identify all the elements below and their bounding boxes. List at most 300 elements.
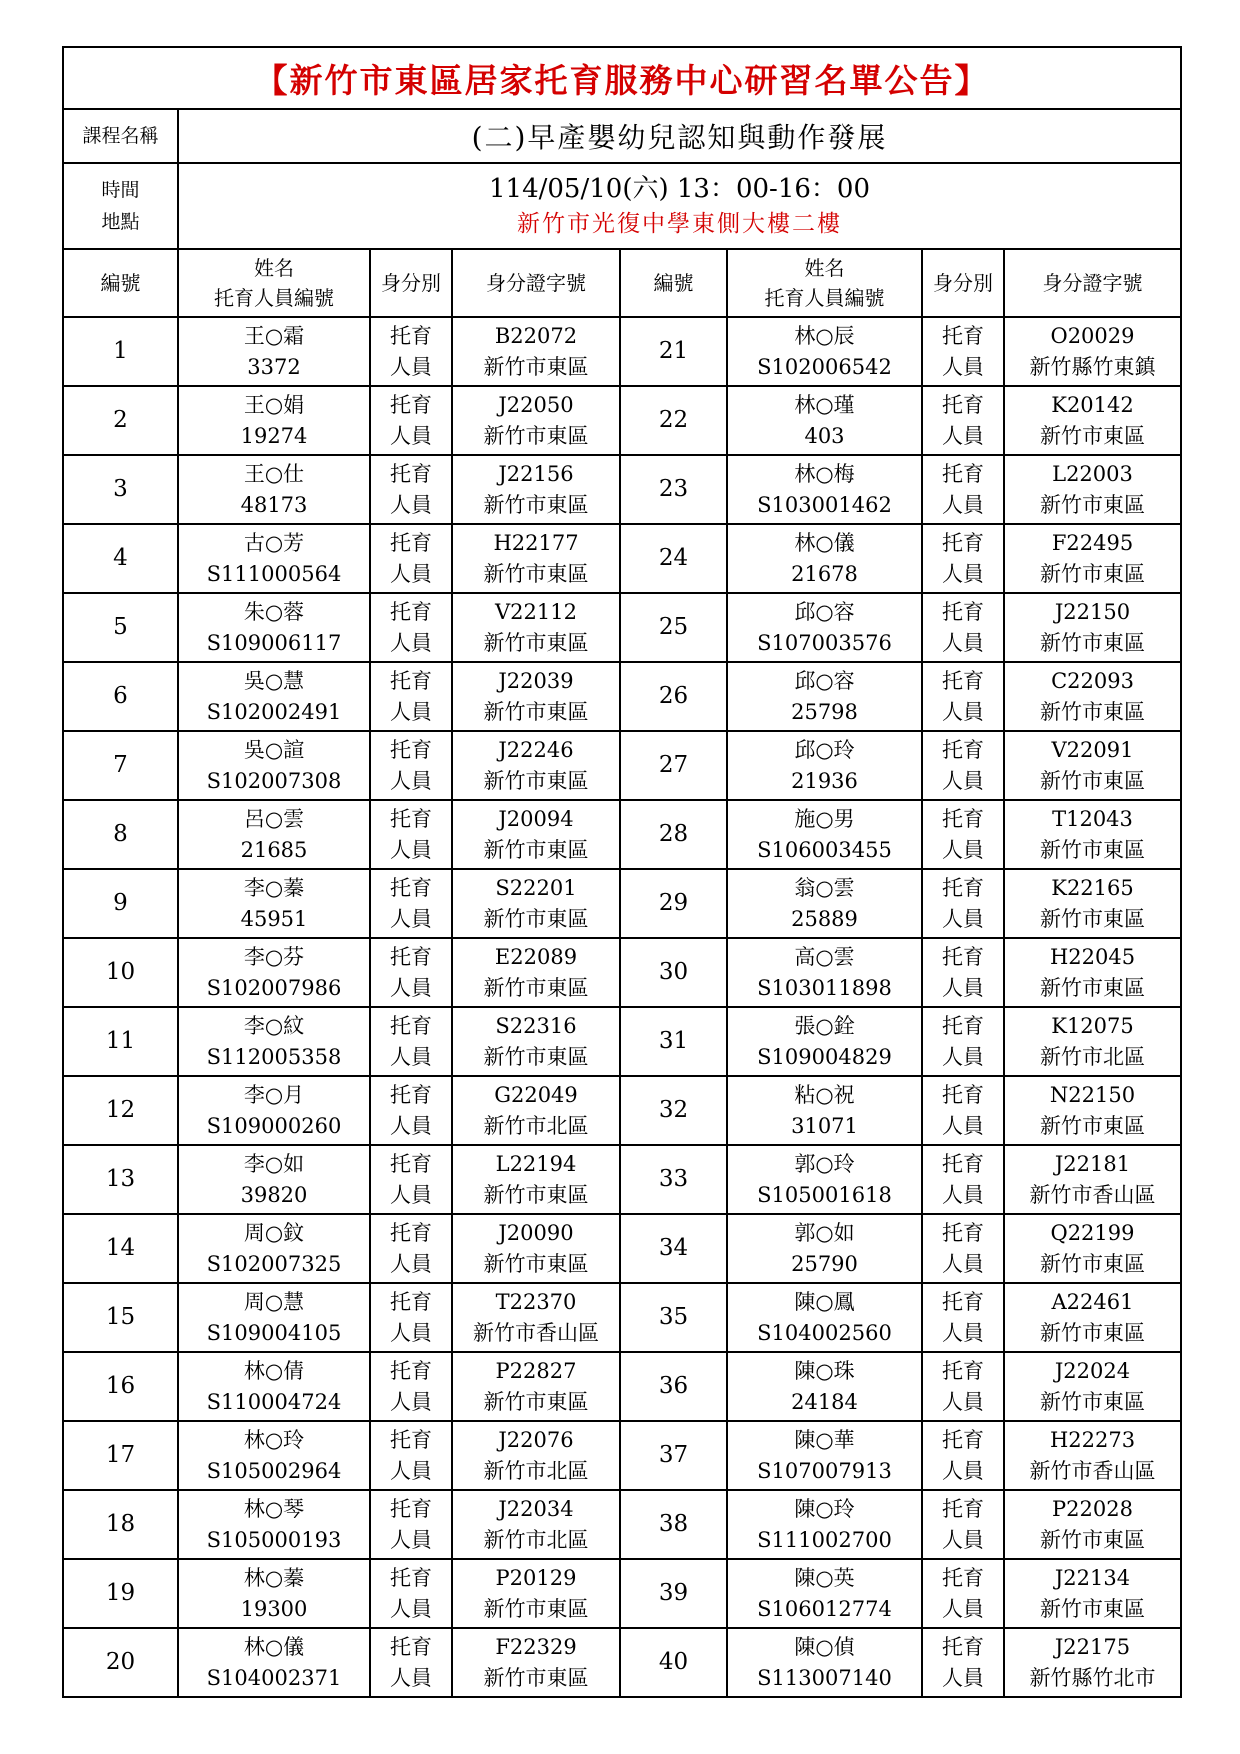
role-cell xyxy=(370,524,452,593)
name-cell xyxy=(178,593,370,662)
role-line1: 托育 xyxy=(942,1289,984,1314)
person-name: 邱○容 xyxy=(794,668,855,693)
id-number: S22316 xyxy=(495,1013,577,1038)
role-cell xyxy=(922,1076,1004,1145)
role-line1: 托育 xyxy=(390,1082,432,1107)
id-number: J20090 xyxy=(498,1220,574,1245)
id-cell xyxy=(1004,1421,1181,1490)
role-line2: 人員 xyxy=(390,1458,432,1483)
person-name: 王○仕 xyxy=(243,461,305,486)
id-number: J22150 xyxy=(1054,599,1131,624)
name-cell xyxy=(727,1076,922,1145)
id-cell xyxy=(1004,731,1181,800)
role-cell xyxy=(922,317,1004,386)
row-number: 24 xyxy=(620,524,727,593)
id-cell xyxy=(1004,662,1181,731)
caregiver-code: S102006542 xyxy=(757,354,892,379)
person-name: 王○霜 xyxy=(243,323,305,348)
row-number: 35 xyxy=(620,1283,727,1352)
caregiver-code: 403 xyxy=(804,423,845,448)
caregiver-code: 19274 xyxy=(240,423,308,448)
id-number: J22134 xyxy=(1054,1565,1131,1590)
person-name: 古○芳 xyxy=(243,530,305,555)
event-datetime: 114/05/10(六) 13：00-16：00 xyxy=(489,174,870,204)
row-number: 21 xyxy=(620,317,727,386)
id-number: V22091 xyxy=(1051,737,1134,762)
id-number: F22329 xyxy=(495,1634,577,1659)
role-line1: 托育 xyxy=(942,944,984,969)
role-line2: 人員 xyxy=(942,1251,984,1276)
table-row xyxy=(63,1283,1181,1352)
caregiver-code: 3372 xyxy=(247,354,301,379)
id-cell xyxy=(452,1145,620,1214)
role-line1: 托育 xyxy=(942,392,984,417)
id-area: 新竹市東區 xyxy=(1040,630,1145,655)
role-line2: 人員 xyxy=(942,1044,984,1069)
id-number: E22089 xyxy=(494,944,578,969)
row-number: 19 xyxy=(63,1559,178,1628)
caregiver-code: S106003455 xyxy=(757,837,892,862)
role-line1: 托育 xyxy=(942,668,984,693)
role-line2: 人員 xyxy=(942,423,984,448)
id-cell xyxy=(1004,1007,1181,1076)
caregiver-code: 21936 xyxy=(791,768,858,793)
id-number: B22072 xyxy=(494,323,578,348)
id-cell xyxy=(452,386,620,455)
row-number: 1 xyxy=(63,317,178,386)
row-number: 30 xyxy=(620,938,727,1007)
id-cell xyxy=(452,1352,620,1421)
id-area: 新竹市東區 xyxy=(483,1665,589,1690)
id-number: J22181 xyxy=(1054,1151,1131,1176)
name-cell xyxy=(727,662,922,731)
id-area: 新竹市東區 xyxy=(483,1389,589,1414)
id-area: 新竹市北區 xyxy=(483,1527,589,1552)
id-cell xyxy=(1004,1559,1181,1628)
id-cell xyxy=(1004,317,1181,386)
place-label: 地點 xyxy=(101,211,140,233)
role-cell xyxy=(370,731,452,800)
person-name: 郭○玲 xyxy=(794,1151,855,1176)
id-number: J22156 xyxy=(498,461,574,486)
row-number: 36 xyxy=(620,1352,727,1421)
person-name: 林○倩 xyxy=(243,1358,305,1383)
table-row xyxy=(63,1559,1181,1628)
role-line1: 托育 xyxy=(942,530,984,555)
name-cell xyxy=(727,593,922,662)
caregiver-code: 25798 xyxy=(791,699,858,724)
id-number: K22165 xyxy=(1051,875,1134,900)
table-row xyxy=(63,1490,1181,1559)
role-line2: 人員 xyxy=(942,1182,984,1207)
caregiver-code: S104002560 xyxy=(757,1320,892,1345)
role-line2: 人員 xyxy=(390,630,432,655)
role-cell xyxy=(922,1421,1004,1490)
role-line1: 托育 xyxy=(390,530,432,555)
caregiver-code: 21685 xyxy=(240,837,308,862)
caregiver-code: S113007140 xyxy=(757,1665,892,1690)
row-number: 27 xyxy=(620,731,727,800)
person-name: 郭○如 xyxy=(794,1220,855,1245)
header-num: 編號 xyxy=(620,249,727,317)
id-cell xyxy=(1004,593,1181,662)
role-cell xyxy=(370,1283,452,1352)
id-number: T22370 xyxy=(495,1289,577,1314)
person-name: 陳○偵 xyxy=(794,1634,855,1659)
id-area: 新竹市北區 xyxy=(1040,1044,1145,1069)
table-row xyxy=(63,593,1181,662)
id-area: 新竹縣竹東鎮 xyxy=(1029,354,1156,379)
role-line1: 托育 xyxy=(942,1013,984,1038)
person-name: 邱○容 xyxy=(794,599,855,624)
row-number: 37 xyxy=(620,1421,727,1490)
role-line1: 托育 xyxy=(390,737,432,762)
row-number: 31 xyxy=(620,1007,727,1076)
name-cell xyxy=(178,1628,370,1697)
name-cell xyxy=(178,869,370,938)
role-cell xyxy=(370,1490,452,1559)
id-cell xyxy=(1004,1490,1181,1559)
role-cell xyxy=(922,386,1004,455)
id-area: 新竹市東區 xyxy=(1040,1389,1145,1414)
role-line2: 人員 xyxy=(390,699,432,724)
id-cell xyxy=(452,662,620,731)
person-name: 高○雲 xyxy=(794,944,855,969)
id-number: O20029 xyxy=(1050,323,1135,348)
role-line1: 托育 xyxy=(942,323,984,348)
id-cell xyxy=(1004,800,1181,869)
person-name: 林○琴 xyxy=(243,1496,305,1521)
header-name xyxy=(178,249,370,317)
role-line2: 人員 xyxy=(390,1665,432,1690)
caregiver-code: 25889 xyxy=(791,906,858,931)
row-number: 2 xyxy=(63,386,178,455)
person-name: 陳○珠 xyxy=(794,1358,855,1383)
role-cell xyxy=(370,593,452,662)
id-number: J22246 xyxy=(498,737,574,762)
role-cell xyxy=(922,800,1004,869)
row-number: 38 xyxy=(620,1490,727,1559)
role-line2: 人員 xyxy=(942,837,984,862)
id-area: 新竹市東區 xyxy=(483,492,589,517)
id-area: 新竹市東區 xyxy=(1040,699,1145,724)
id-cell xyxy=(1004,524,1181,593)
role-line2: 人員 xyxy=(390,423,432,448)
role-line2: 人員 xyxy=(942,906,984,931)
caregiver-code: S109006117 xyxy=(206,630,342,655)
role-cell xyxy=(922,938,1004,1007)
role-line2: 人員 xyxy=(390,975,432,1000)
person-name: 王○娟 xyxy=(243,392,305,417)
id-cell xyxy=(1004,1076,1181,1145)
event-place: 新竹市光復中學東側大樓二樓 xyxy=(517,211,842,237)
name-cell xyxy=(727,731,922,800)
name-cell xyxy=(727,1145,922,1214)
table-row xyxy=(63,1076,1181,1145)
role-line2: 人員 xyxy=(390,1044,432,1069)
table-row xyxy=(63,662,1181,731)
person-name: 林○儀 xyxy=(794,530,855,555)
role-line1: 托育 xyxy=(390,1427,432,1452)
role-line2: 人員 xyxy=(942,561,984,586)
id-number: J22076 xyxy=(498,1427,574,1452)
role-cell xyxy=(370,938,452,1007)
role-cell xyxy=(370,317,452,386)
person-name: 陳○華 xyxy=(794,1427,855,1452)
row-number: 34 xyxy=(620,1214,727,1283)
name-cell xyxy=(727,800,922,869)
name-cell xyxy=(178,1007,370,1076)
id-cell xyxy=(452,1559,620,1628)
id-area: 新竹市東區 xyxy=(1040,492,1145,517)
row-number: 22 xyxy=(620,386,727,455)
table-row xyxy=(63,317,1181,386)
id-number: H22045 xyxy=(1049,944,1136,969)
role-line1: 托育 xyxy=(390,668,432,693)
person-name: 邱○玲 xyxy=(794,737,855,762)
caregiver-code: 25790 xyxy=(791,1251,858,1276)
caregiver-code: 45951 xyxy=(240,906,308,931)
id-number: K20142 xyxy=(1051,392,1134,417)
role-cell xyxy=(370,386,452,455)
id-area: 新竹市東區 xyxy=(483,423,589,448)
table-row xyxy=(63,1214,1181,1283)
id-number: Q22199 xyxy=(1050,1220,1135,1245)
name-cell xyxy=(178,1559,370,1628)
caregiver-code: S109004829 xyxy=(757,1044,892,1069)
person-name: 翁○雲 xyxy=(794,875,855,900)
id-area: 新竹市東區 xyxy=(1040,768,1145,793)
id-cell xyxy=(1004,938,1181,1007)
role-cell xyxy=(922,1628,1004,1697)
caregiver-code: 48173 xyxy=(240,492,308,517)
row-number: 33 xyxy=(620,1145,727,1214)
role-line2: 人員 xyxy=(390,354,432,379)
row-number: 26 xyxy=(620,662,727,731)
id-number: L22003 xyxy=(1052,461,1133,486)
id-number: P22827 xyxy=(495,1358,577,1383)
caregiver-code: 21678 xyxy=(791,561,858,586)
role-line2: 人員 xyxy=(390,1113,432,1138)
role-line2: 人員 xyxy=(390,1527,432,1552)
role-cell xyxy=(922,1283,1004,1352)
id-area: 新竹市香山區 xyxy=(1029,1182,1156,1207)
row-number: 40 xyxy=(620,1628,727,1697)
roster-table xyxy=(62,46,1182,1698)
time-place-label xyxy=(63,163,178,249)
role-line2: 人員 xyxy=(942,699,984,724)
role-line1: 托育 xyxy=(390,1289,432,1314)
role-cell xyxy=(922,731,1004,800)
id-number: J22034 xyxy=(498,1496,574,1521)
row-number: 6 xyxy=(63,662,178,731)
role-line1: 托育 xyxy=(390,1496,432,1521)
header-role: 身分別 xyxy=(922,249,1004,317)
row-number: 14 xyxy=(63,1214,178,1283)
id-area: 新竹市東區 xyxy=(1040,1596,1145,1621)
header-name-line1: 姓名 xyxy=(804,256,845,280)
id-number: K12075 xyxy=(1051,1013,1134,1038)
name-cell xyxy=(178,1214,370,1283)
name-cell xyxy=(178,317,370,386)
name-cell xyxy=(727,317,922,386)
name-cell xyxy=(727,1007,922,1076)
id-area: 新竹市東區 xyxy=(483,630,589,655)
person-name: 林○蓁 xyxy=(243,1565,305,1590)
role-line2: 人員 xyxy=(942,1665,984,1690)
id-cell xyxy=(1004,869,1181,938)
id-area: 新竹縣竹北市 xyxy=(1029,1665,1156,1690)
role-line2: 人員 xyxy=(942,354,984,379)
caregiver-code: 31071 xyxy=(791,1113,858,1138)
person-name: 林○瑾 xyxy=(794,392,855,417)
time-label: 時間 xyxy=(101,179,140,201)
id-area: 新竹市北區 xyxy=(483,1113,589,1138)
name-cell xyxy=(178,1490,370,1559)
id-area: 新竹市香山區 xyxy=(1029,1458,1156,1483)
name-cell xyxy=(727,1283,922,1352)
id-number: H22273 xyxy=(1049,1427,1136,1452)
id-area: 新竹市東區 xyxy=(483,1182,589,1207)
header-num: 編號 xyxy=(63,249,178,317)
role-line2: 人員 xyxy=(390,561,432,586)
id-cell xyxy=(1004,1283,1181,1352)
caregiver-code: S102002491 xyxy=(206,699,342,724)
caregiver-code: S103001462 xyxy=(757,492,892,517)
id-number: H22177 xyxy=(493,530,579,555)
role-line2: 人員 xyxy=(390,837,432,862)
role-cell xyxy=(370,455,452,524)
id-cell xyxy=(1004,1214,1181,1283)
id-number: A22461 xyxy=(1051,1289,1134,1314)
role-line2: 人員 xyxy=(942,1527,984,1552)
role-line1: 托育 xyxy=(390,1151,432,1176)
role-cell xyxy=(922,455,1004,524)
id-number: J22175 xyxy=(1054,1634,1131,1659)
id-number: F22495 xyxy=(1051,530,1134,555)
id-number: P22028 xyxy=(1052,1496,1133,1521)
role-cell xyxy=(922,1145,1004,1214)
row-number: 13 xyxy=(63,1145,178,1214)
header-idno: 身分證字號 xyxy=(1004,249,1181,317)
id-area: 新竹市東區 xyxy=(1040,1113,1145,1138)
role-line1: 托育 xyxy=(390,323,432,348)
id-area: 新竹市東區 xyxy=(1040,423,1145,448)
id-cell xyxy=(452,731,620,800)
name-cell xyxy=(178,1076,370,1145)
name-cell xyxy=(727,1421,922,1490)
name-cell xyxy=(727,524,922,593)
name-cell xyxy=(178,938,370,1007)
table-row xyxy=(63,386,1181,455)
id-number: J22024 xyxy=(1054,1358,1131,1383)
id-cell xyxy=(1004,1628,1181,1697)
name-cell xyxy=(178,1145,370,1214)
role-line2: 人員 xyxy=(390,1182,432,1207)
name-cell xyxy=(727,1559,922,1628)
id-area: 新竹市東區 xyxy=(483,837,589,862)
name-cell xyxy=(727,1628,922,1697)
role-line1: 托育 xyxy=(942,1634,984,1659)
course-label: 課程名稱 xyxy=(63,109,178,163)
person-name: 吳○慧 xyxy=(243,668,305,693)
role-line1: 托育 xyxy=(942,1082,984,1107)
caregiver-code: S111000564 xyxy=(206,561,342,586)
caregiver-code: S106012774 xyxy=(757,1596,892,1621)
caregiver-code: S107003576 xyxy=(757,630,892,655)
person-name: 陳○英 xyxy=(794,1565,855,1590)
time-place-value xyxy=(178,163,1181,249)
row-number: 5 xyxy=(63,593,178,662)
person-name: 張○銓 xyxy=(794,1013,855,1038)
id-area: 新竹市東區 xyxy=(483,975,589,1000)
name-cell xyxy=(727,455,922,524)
id-number: J22039 xyxy=(498,668,574,693)
role-cell xyxy=(922,1490,1004,1559)
row-number: 39 xyxy=(620,1559,727,1628)
row-number: 29 xyxy=(620,869,727,938)
caregiver-code: 24184 xyxy=(791,1389,858,1414)
role-cell xyxy=(370,1628,452,1697)
caregiver-code: S102007986 xyxy=(206,975,342,1000)
id-number: J22050 xyxy=(498,392,574,417)
id-area: 新竹市東區 xyxy=(483,906,589,931)
caregiver-code: S105000193 xyxy=(206,1527,342,1552)
id-area: 新竹市東區 xyxy=(1040,975,1145,1000)
header-name-line1: 姓名 xyxy=(254,256,294,280)
caregiver-code: 39820 xyxy=(240,1182,308,1207)
role-line1: 托育 xyxy=(390,1565,432,1590)
role-cell xyxy=(370,1214,452,1283)
role-line2: 人員 xyxy=(942,1596,984,1621)
row-number: 16 xyxy=(63,1352,178,1421)
id-number: G22049 xyxy=(494,1082,578,1107)
role-line1: 托育 xyxy=(390,944,432,969)
role-line1: 托育 xyxy=(942,806,984,831)
person-name: 林○梅 xyxy=(794,461,855,486)
role-cell xyxy=(922,1352,1004,1421)
id-cell xyxy=(452,938,620,1007)
row-number: 3 xyxy=(63,455,178,524)
course-name: (二)早產嬰幼兒認知與動作發展 xyxy=(178,109,1181,163)
caregiver-code: S110004724 xyxy=(206,1389,342,1414)
role-cell xyxy=(922,1559,1004,1628)
id-area: 新竹市東區 xyxy=(1040,837,1145,862)
role-line2: 人員 xyxy=(942,975,984,1000)
row-number: 8 xyxy=(63,800,178,869)
name-cell xyxy=(178,1352,370,1421)
name-cell xyxy=(727,1214,922,1283)
id-area: 新竹市東區 xyxy=(483,1251,589,1276)
table-row xyxy=(63,1421,1181,1490)
name-cell xyxy=(178,662,370,731)
caregiver-code: S105001618 xyxy=(757,1182,892,1207)
page-title: 【新竹市東區居家托育服務中心研習名單公告】 xyxy=(63,47,1181,109)
id-cell xyxy=(452,1283,620,1352)
role-line2: 人員 xyxy=(942,1320,984,1345)
role-line1: 托育 xyxy=(390,599,432,624)
role-line2: 人員 xyxy=(390,1389,432,1414)
person-name: 李○月 xyxy=(243,1082,305,1107)
caregiver-code: S103011898 xyxy=(757,975,892,1000)
header-role: 身分別 xyxy=(370,249,452,317)
id-cell xyxy=(1004,1352,1181,1421)
id-number: N22150 xyxy=(1049,1082,1136,1107)
person-name: 陳○玲 xyxy=(794,1496,855,1521)
row-number: 32 xyxy=(620,1076,727,1145)
id-number: J20094 xyxy=(498,806,574,831)
person-name: 吳○諠 xyxy=(243,737,305,762)
